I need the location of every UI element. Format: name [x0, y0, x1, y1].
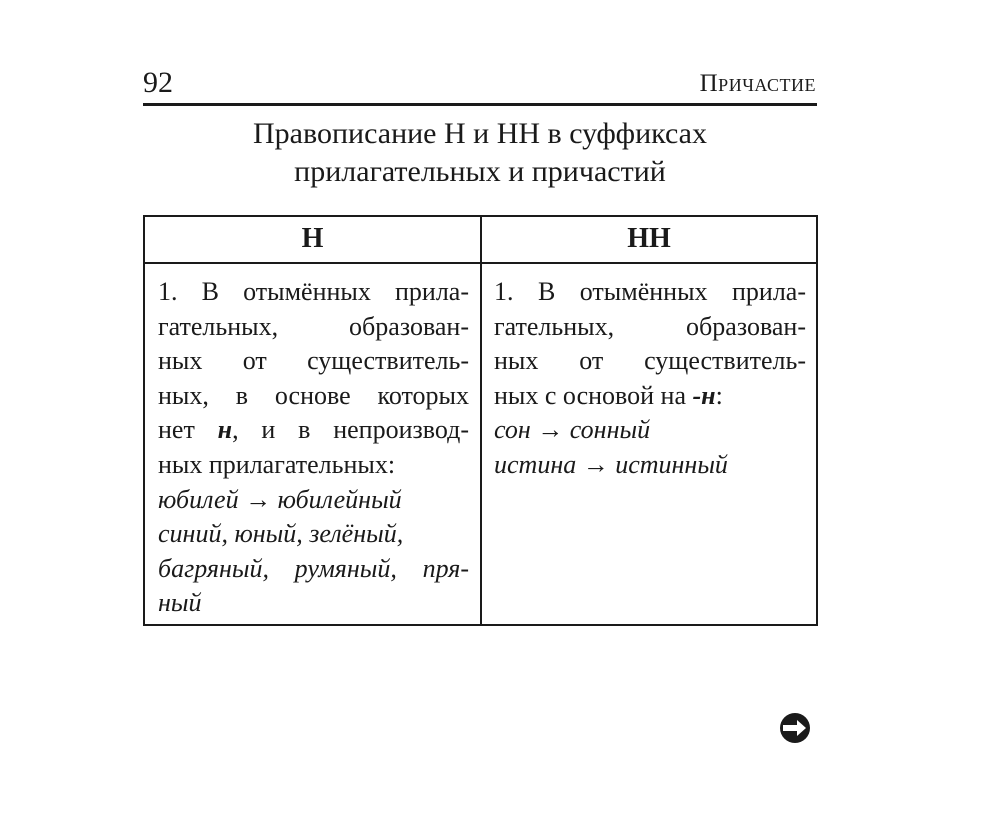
text-line — [158, 517, 469, 552]
text-line — [158, 448, 469, 483]
column-divider — [480, 217, 482, 624]
rule-text: гательных, образован- — [494, 311, 806, 341]
text-line — [494, 344, 806, 379]
text-line — [158, 413, 469, 448]
text-line — [158, 379, 469, 414]
rule-text: ных от существитель- — [494, 346, 806, 376]
rule-text: : — [715, 380, 723, 410]
example-text: истина → истинный — [494, 449, 728, 479]
text-line — [158, 310, 469, 345]
text-line — [158, 344, 469, 379]
text-line — [494, 448, 806, 483]
column-header-n: Н — [301, 223, 324, 254]
rule-text: нет — [158, 415, 218, 445]
header-rule — [143, 103, 817, 106]
rule-text: , и в непроизвод- — [232, 415, 469, 445]
example-text: багряный, румяный, пря- — [158, 553, 469, 583]
example-text: сон → сонный — [494, 415, 651, 445]
header-divider — [145, 262, 816, 264]
title-line: Правописание Н и НН в суффиксах — [253, 117, 707, 150]
section-title — [143, 115, 817, 191]
text-line — [158, 483, 469, 518]
rule-text: ных прилагательных: — [158, 449, 396, 479]
arrow-right-circle-icon — [779, 712, 811, 744]
rule-text: ных от существитель- — [158, 346, 469, 376]
rules-table — [143, 215, 818, 626]
column-header-nn: НН — [627, 223, 671, 254]
text-line — [494, 275, 806, 310]
text-line — [158, 552, 469, 587]
cell-n — [158, 275, 469, 621]
rule-text: ных, в основе которых — [158, 380, 469, 410]
rule-text: 1. В отымённых прила- — [494, 277, 806, 306]
rule-text: гательных, образован- — [158, 311, 469, 341]
text-line — [494, 310, 806, 345]
example-text: -н — [692, 380, 716, 410]
text-line — [494, 379, 806, 414]
example-text: ный — [158, 588, 202, 618]
rule-text: ных с основой на — [494, 380, 693, 410]
example-text: синий, юный, зелёный, — [158, 519, 404, 549]
running-title: Причастие — [699, 70, 816, 97]
cell-nn — [494, 275, 806, 483]
text-line — [158, 586, 469, 621]
example-text: н — [217, 415, 233, 445]
title-line: прилагательных и причастий — [294, 155, 666, 188]
rule-text: 1. В отымённых прила- — [158, 277, 469, 306]
text-line — [494, 413, 806, 448]
example-text: юбилей → юбилейный — [158, 484, 402, 514]
text-line — [158, 275, 469, 310]
page-number: 92 — [143, 66, 173, 99]
